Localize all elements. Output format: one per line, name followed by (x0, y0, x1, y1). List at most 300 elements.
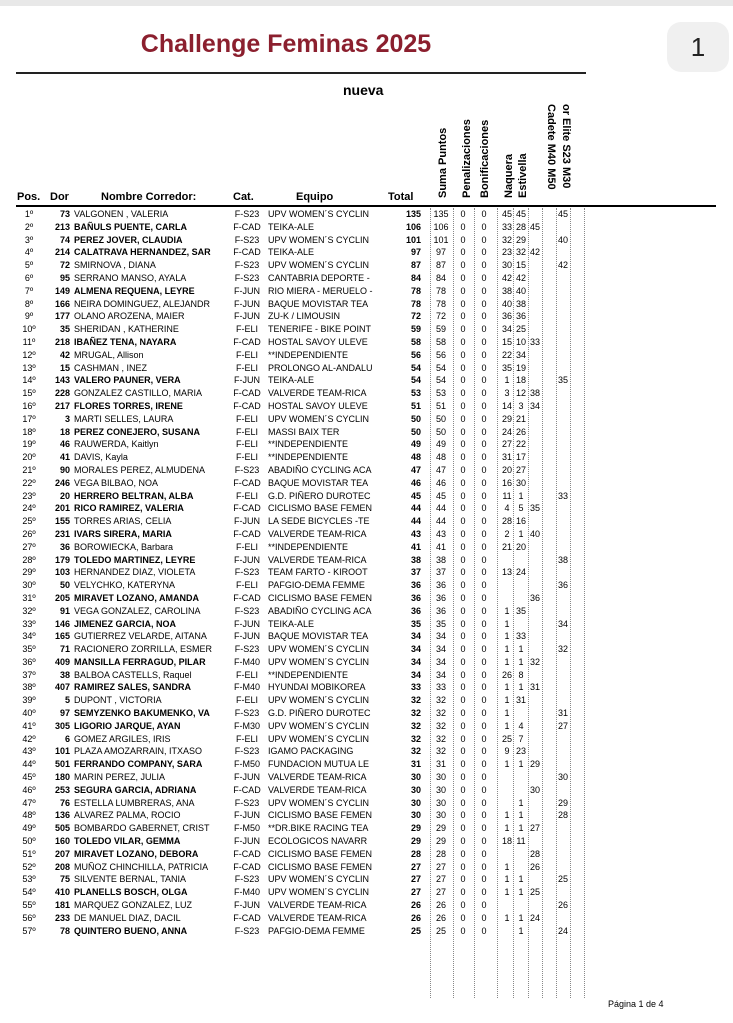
row-race-points (514, 771, 528, 784)
row-race-points (570, 221, 584, 234)
row-cat: F-S23 (234, 605, 260, 616)
col-header-estivella: Estivella (517, 153, 529, 198)
row-race-points (570, 566, 584, 579)
row-race-points (570, 656, 584, 669)
row-dor: 90 (59, 464, 70, 475)
row-penalizaciones: 0 (460, 797, 466, 808)
row-race-points: 1 (518, 810, 524, 821)
row-race-points (528, 797, 542, 810)
row-cat: F-S23 (234, 260, 260, 271)
row-race-points (528, 285, 542, 298)
table-row (16, 643, 586, 656)
row-dor: 71 (59, 644, 70, 655)
row-bonificaciones: 0 (481, 439, 487, 450)
table-row (16, 899, 586, 912)
row-race-points (556, 669, 570, 682)
row-dor: 18 (59, 426, 70, 437)
row-race-points (570, 925, 584, 938)
row-pos: 52º (22, 861, 36, 872)
row-team: ABADIÑO CYCLING ACA (268, 605, 372, 616)
row-race-points: 29 (515, 234, 526, 245)
row-cat: F-CAD (233, 861, 261, 872)
row-race-points: 30 (501, 260, 512, 271)
row-race-points: 16 (515, 516, 526, 527)
row-pos: 10º (22, 324, 36, 335)
row-name: IVARS SIRERA, MARIA (74, 528, 172, 539)
row-dor: 165 (54, 631, 70, 642)
row-bonificaciones: 0 (481, 759, 487, 770)
row-suma-puntos: 72 (435, 311, 446, 322)
row-bonificaciones: 0 (481, 631, 487, 642)
row-suma-puntos: 26 (435, 912, 446, 923)
row-suma-puntos: 30 (435, 810, 446, 821)
row-race-points (556, 451, 570, 464)
row-name: VALERO PAUNER, VERA (74, 375, 181, 386)
row-suma-puntos: 25 (435, 925, 446, 936)
row-race-points (570, 541, 584, 554)
row-race-points (528, 733, 542, 746)
row-team: TEIKA-ALE (268, 375, 315, 386)
table-row (16, 298, 586, 311)
row-bonificaciones: 0 (481, 900, 487, 911)
row-cat: F-S23 (234, 874, 260, 885)
row-race-points (556, 464, 570, 477)
row-race-points (556, 438, 570, 451)
row-penalizaciones: 0 (460, 861, 466, 872)
row-name: FLORES TORRES, IRENE (74, 400, 183, 411)
row-bonificaciones: 0 (481, 810, 487, 821)
row-race-points: 29 (529, 759, 540, 770)
row-penalizaciones: 0 (460, 413, 466, 424)
row-race-points (528, 310, 542, 323)
row-bonificaciones: 0 (481, 413, 487, 424)
row-race-points (556, 605, 570, 618)
row-race-points: 40 (529, 528, 540, 539)
row-bonificaciones: 0 (481, 247, 487, 258)
table-row (16, 310, 586, 323)
row-dor: 78 (59, 925, 70, 936)
row-team: CICLISMO BASE FEMEN (268, 503, 373, 514)
row-bonificaciones: 0 (481, 503, 487, 514)
table-row (16, 630, 586, 643)
table-row (16, 208, 586, 221)
row-race-points: 31 (529, 682, 540, 693)
row-dor: 95 (59, 272, 70, 283)
row-dor: 146 (54, 618, 70, 629)
row-pos: 22º (22, 477, 36, 488)
row-suma-puntos: 47 (435, 464, 446, 475)
table-row (16, 925, 586, 938)
col-header-suma: Suma Puntos (437, 127, 449, 198)
row-total: 33 (410, 682, 421, 693)
row-penalizaciones: 0 (460, 644, 466, 655)
row-race-points: 13 (501, 567, 512, 578)
table-row (16, 515, 586, 528)
table-row (16, 886, 586, 899)
row-race-points (542, 694, 556, 707)
row-race-points (542, 899, 556, 912)
row-dor: 410 (54, 887, 70, 898)
row-race-points (570, 464, 584, 477)
row-pos: 2º (24, 221, 34, 232)
row-race-points (542, 720, 556, 733)
row-dor: 101 (54, 746, 70, 757)
row-pos: 46º (22, 784, 36, 795)
row-race-points: 26 (529, 861, 540, 872)
row-team: HOSTAL SAVOY ULEVE (268, 400, 368, 411)
table-row (16, 873, 586, 886)
row-team: PAFGIO-DEMA FEMME (268, 580, 365, 591)
row-race-points: 19 (515, 362, 526, 373)
row-race-points (528, 873, 542, 886)
table-row (16, 861, 586, 874)
row-race-points: 2 (504, 528, 510, 539)
row-name: BAÑULS PUENTE, CARLA (74, 221, 188, 232)
row-dor: 407 (54, 682, 70, 693)
row-cat: F-CAD (233, 336, 261, 347)
row-race-points (570, 451, 584, 464)
row-race-points (556, 758, 570, 771)
row-team: UPV WOMEN´S CYCLIN (268, 644, 370, 655)
row-race-points: 17 (515, 452, 526, 463)
row-race-points: 33 (529, 336, 540, 347)
row-race-points (542, 733, 556, 746)
row-race-points: 8 (518, 669, 524, 680)
row-race-points (542, 912, 556, 925)
row-race-points (542, 566, 556, 579)
row-dor: 5 (64, 695, 70, 706)
col-header-dor: Dor (50, 191, 69, 203)
table-row (16, 387, 586, 400)
results-table (16, 208, 586, 937)
table-row (16, 809, 586, 822)
row-race-points: 42 (557, 260, 568, 271)
row-race-points (528, 669, 542, 682)
row-bonificaciones: 0 (481, 784, 487, 795)
row-race-points (556, 349, 570, 362)
row-pos: 38º (22, 682, 36, 693)
row-team: TEIKA-ALE (268, 221, 315, 232)
row-penalizaciones: 0 (460, 541, 466, 552)
row-total: 34 (410, 669, 421, 680)
row-name: VEGA BILBAO, NOA (74, 477, 159, 488)
row-total: 25 (410, 925, 421, 936)
row-race-points: 34 (515, 349, 526, 360)
row-cat: F-CAD (233, 247, 261, 258)
row-name: GUTIERREZ VELARDE, AITANA (74, 631, 207, 642)
document-title: Challenge Feminas 2025 (140, 30, 432, 58)
row-name: DE MANUEL DIAZ, DACIL (74, 912, 181, 923)
row-race-points (528, 298, 542, 311)
row-bonificaciones: 0 (481, 375, 487, 386)
row-race-points: 42 (515, 272, 526, 283)
table-row (16, 720, 586, 733)
row-pos: 12º (22, 349, 36, 360)
row-name: ESTELLA LUMBRERAS, ANA (74, 797, 195, 808)
row-total: 30 (410, 772, 421, 783)
row-dor: 3 (64, 413, 70, 424)
row-cat: F-ELI (235, 349, 258, 360)
row-race-points: 42 (501, 272, 512, 283)
row-team: ZU-K / LIMOUSIN (268, 311, 341, 322)
table-row (16, 694, 586, 707)
row-pos: 30º (22, 580, 36, 591)
row-race-points (570, 873, 584, 886)
col-header-cadete: Cadete M40 M50 (545, 104, 557, 190)
row-race-points (556, 848, 570, 861)
row-suma-puntos: 78 (435, 298, 446, 309)
row-total: 50 (410, 413, 421, 424)
header-divider (16, 205, 716, 207)
row-race-points: 1 (504, 720, 510, 731)
row-race-points (570, 413, 584, 426)
row-suma-puntos: 135 (433, 209, 449, 219)
table-row (16, 579, 586, 592)
row-race-points: 24 (557, 925, 568, 936)
row-total: 32 (410, 708, 421, 719)
row-team: UPV WOMEN´S CYCLIN (268, 733, 370, 744)
row-pos: 47º (22, 797, 36, 808)
row-dor: 143 (54, 375, 70, 386)
row-race-points: 1 (518, 797, 524, 808)
row-bonificaciones: 0 (481, 541, 487, 552)
row-cat: F-ELI (235, 669, 258, 680)
row-bonificaciones: 0 (481, 874, 487, 885)
row-pos: 33º (22, 618, 36, 629)
row-dor: 160 (54, 836, 70, 847)
row-race-points (542, 669, 556, 682)
row-race-points (542, 477, 556, 490)
row-pos: 49º (22, 823, 36, 834)
row-race-points: 31 (557, 708, 568, 719)
row-race-points (542, 221, 556, 234)
row-pos: 40º (22, 708, 36, 719)
row-total: 27 (410, 887, 421, 898)
row-team: ABADIÑO CYCLING ACA (268, 464, 372, 475)
col-header-naquera: Naquera (503, 153, 515, 198)
row-race-points (514, 784, 528, 797)
row-penalizaciones: 0 (460, 746, 466, 757)
table-row (16, 707, 586, 720)
row-race-points: 32 (557, 644, 568, 655)
table-row (16, 272, 586, 285)
row-suma-puntos: 78 (435, 285, 446, 296)
row-dor: 201 (54, 503, 70, 514)
row-total: 30 (410, 810, 421, 821)
row-pos: 13º (22, 362, 36, 373)
row-race-points: 26 (557, 900, 568, 911)
row-race-points: 36 (557, 580, 568, 591)
row-suma-puntos: 36 (435, 605, 446, 616)
row-race-points: 34 (529, 400, 540, 411)
row-race-points: 42 (529, 247, 540, 258)
row-team: UPV WOMEN´S CYCLIN (268, 260, 370, 271)
row-race-points: 15 (515, 260, 526, 271)
top-bar (0, 0, 733, 6)
row-suma-puntos: 37 (435, 567, 446, 578)
row-team: CANTABRIA DEPORTE - (268, 272, 370, 283)
row-race-points (528, 490, 542, 503)
row-total: 47 (410, 464, 421, 475)
row-suma-puntos: 34 (435, 631, 446, 642)
row-race-points (542, 502, 556, 515)
row-race-points: 4 (518, 720, 524, 731)
row-race-points (542, 656, 556, 669)
row-suma-puntos: 49 (435, 439, 446, 450)
row-bonificaciones: 0 (481, 720, 487, 731)
row-penalizaciones: 0 (460, 772, 466, 783)
row-race-points (570, 822, 584, 835)
row-penalizaciones: 0 (460, 618, 466, 629)
row-name: PEREZ CONEJERO, SUSANA (74, 426, 201, 437)
row-cat: F-CAD (233, 848, 261, 859)
row-race-points (542, 758, 556, 771)
row-total: 32 (410, 746, 421, 757)
row-cat: F-M40 (233, 682, 260, 693)
row-pos: 51º (22, 848, 36, 859)
row-race-points (570, 771, 584, 784)
row-race-points: 35 (557, 375, 568, 386)
row-pos: 28º (22, 554, 36, 565)
row-penalizaciones: 0 (460, 298, 466, 309)
row-cat: F-CAD (233, 477, 261, 488)
row-bonificaciones: 0 (481, 516, 487, 527)
row-race-points (542, 554, 556, 567)
row-race-points (556, 541, 570, 554)
row-team: TEAM FARTO - KIROOT (268, 567, 368, 578)
row-team: TEIKA-ALE (268, 247, 315, 258)
row-race-points: 35 (529, 503, 540, 514)
row-team: UPV WOMEN´S CYCLIN (268, 797, 370, 808)
row-race-points (528, 234, 542, 247)
row-team: CICLISMO BASE FEMEN (268, 810, 373, 821)
row-penalizaciones: 0 (460, 682, 466, 693)
row-name: SHERIDAN , KATHERINE (74, 324, 179, 335)
row-race-points: 3 (518, 400, 524, 411)
row-penalizaciones: 0 (460, 708, 466, 719)
row-race-points (542, 528, 556, 541)
table-row (16, 771, 586, 784)
row-race-points: 40 (557, 234, 568, 245)
row-total: 53 (410, 388, 421, 399)
row-race-points (528, 835, 542, 848)
row-race-points (570, 861, 584, 874)
row-name: SEGURA GARCIA, ADRIANA (74, 784, 197, 795)
row-race-points (528, 323, 542, 336)
row-bonificaciones: 0 (481, 528, 487, 539)
row-pos: 32º (22, 605, 36, 616)
row-dor: 75 (59, 874, 70, 885)
row-race-points: 1 (504, 861, 510, 872)
row-team: TEIKA-ALE (268, 618, 315, 629)
row-name: CALATRAVA HERNANDEZ, SAR (74, 247, 211, 258)
row-cat: F-CAD (233, 400, 261, 411)
row-race-points (570, 310, 584, 323)
row-total: 26 (410, 900, 421, 911)
row-cat: F-ELI (235, 580, 258, 591)
row-cat: F-CAD (233, 912, 261, 923)
row-pos: 42º (22, 733, 36, 744)
row-race-points: 11 (502, 490, 512, 501)
row-race-points (528, 554, 542, 567)
row-name: DAVIS, Kayla (74, 452, 128, 463)
row-race-points (528, 694, 542, 707)
row-penalizaciones: 0 (460, 810, 466, 821)
row-name: MARIN PEREZ, JULIA (74, 772, 166, 783)
table-row (16, 822, 586, 835)
row-cat: F-JUN (234, 810, 260, 821)
row-penalizaciones: 0 (460, 900, 466, 911)
row-race-points (542, 835, 556, 848)
row-team: UPV WOMEN´S CYCLIN (268, 695, 370, 706)
row-race-points: 22 (515, 439, 526, 450)
row-bonificaciones: 0 (481, 336, 487, 347)
row-race-points: 24 (515, 567, 526, 578)
row-cat: F-JUN (234, 554, 260, 565)
row-pos: 54º (22, 887, 36, 898)
row-race-points: 45 (557, 209, 568, 219)
row-race-points (570, 490, 584, 503)
row-race-points (542, 605, 556, 618)
row-total: 36 (410, 580, 421, 591)
row-name: RICO RAMIREZ, VALERIA (74, 503, 184, 514)
row-race-points (570, 886, 584, 899)
row-race-points: 1 (518, 874, 524, 885)
row-pos: 8º (24, 298, 34, 309)
row-cat: F-JUN (234, 311, 260, 322)
row-penalizaciones: 0 (460, 452, 466, 463)
row-race-points: 1 (504, 682, 510, 693)
row-team: BAQUE MOVISTAR TEA (268, 298, 369, 309)
row-pos: 16º (22, 400, 36, 411)
row-cat: F-S23 (234, 708, 260, 719)
row-bonificaciones: 0 (481, 285, 487, 296)
row-pos: 27º (22, 541, 36, 552)
row-race-points (570, 554, 584, 567)
row-cat: F-CAD (233, 784, 261, 795)
row-race-points (570, 912, 584, 925)
row-race-points: 1 (504, 656, 510, 667)
row-race-points (542, 336, 556, 349)
row-suma-puntos: 35 (435, 618, 446, 629)
row-pos: 24º (22, 503, 36, 514)
row-team: LA SEDE BICYCLES -TE (268, 516, 370, 527)
row-name: PLANELLS BOSCH, OLGA (74, 887, 188, 898)
row-suma-puntos: 45 (435, 490, 446, 501)
row-bonificaciones: 0 (481, 708, 487, 719)
table-row (16, 669, 586, 682)
row-total: 36 (410, 605, 421, 616)
col-header-elite: or Elite S23 M30 (560, 104, 572, 189)
row-suma-puntos: 36 (435, 592, 446, 603)
row-bonificaciones: 0 (481, 887, 487, 898)
table-row (16, 912, 586, 925)
row-race-points (528, 208, 542, 221)
row-race-points: 1 (518, 528, 524, 539)
row-suma-puntos: 29 (435, 836, 446, 847)
row-suma-puntos: 46 (435, 477, 446, 488)
row-team: VALVERDE TEAM-RICA (268, 900, 367, 911)
row-race-points (570, 387, 584, 400)
row-race-points (570, 502, 584, 515)
row-pos: 17º (22, 413, 36, 424)
row-pos: 7º (24, 285, 34, 296)
row-race-points: 45 (529, 221, 540, 232)
row-team: **INDEPENDIENTE (268, 452, 349, 463)
table-row (16, 681, 586, 694)
row-name: RACIONERO ZORRILLA, ESMER (74, 644, 213, 655)
row-race-points (528, 809, 542, 822)
